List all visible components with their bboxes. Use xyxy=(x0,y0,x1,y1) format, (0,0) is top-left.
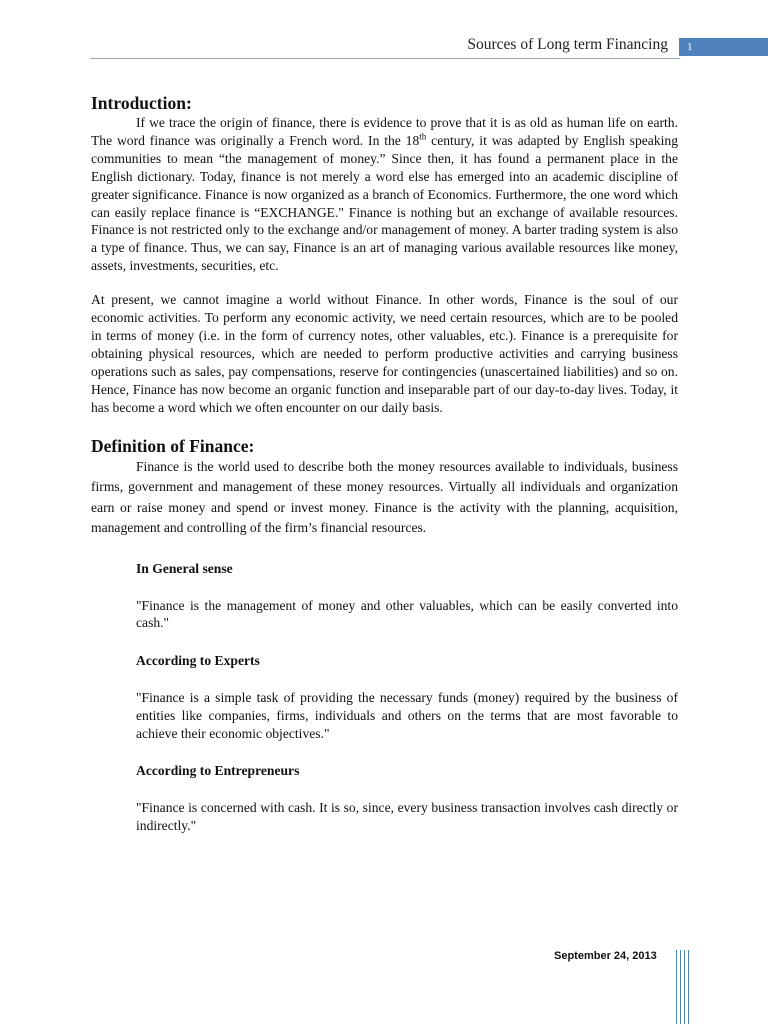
introduction-paragraph-1 xyxy=(91,114,678,275)
definition-subsections xyxy=(136,560,678,835)
page-header xyxy=(0,34,768,60)
introduction-heading: Introduction: xyxy=(91,93,192,113)
subsection-heading-experts: According to Experts xyxy=(136,653,260,669)
header-title: Sources of Long term Financing xyxy=(467,36,668,53)
document-body xyxy=(91,92,678,835)
intro-p1-text-b: century, it was adapted by English speaking communities to mean “the management of money.” Since then, it has found a permanent place in the English dictionary. Today, finance is not merely a word else has emerged into an academic discipline of greater significance. Finance is now organized as a branch of Economics. Furthermore, the one word which can easily replace finance is “EXCHANGE." Finance is nothing but an exchange of available resources. Finance is not restricted only to the exchange and/or management of money. A barter trading system is also a type of finance. Thus, we can say, Finance is an art of managing various available resources like money, assets, investments, securities, etc. xyxy=(91,132,678,274)
subsection-quote-general: "Finance is the management of money and other valuables, which can be easily converted into cash." xyxy=(136,597,678,631)
page-number: 1 xyxy=(687,41,693,53)
footer-date: September 24, 2013 xyxy=(554,950,657,962)
definition-heading: Definition of Finance: xyxy=(91,435,255,456)
page-number-badge xyxy=(679,38,768,56)
intro-p1-text-a: If we trace the origin of finance, there is evidence to prove that it is as old as human life on earth. The word finance was originally a French word. In the 18 xyxy=(91,115,678,148)
subsection-quote-entrepreneurs: "Finance is concerned with cash. It is so, since, every business transaction involves cash directly or indirectly." xyxy=(136,800,678,833)
introduction-paragraph-2: At present, we cannot imagine a world without Finance. In other words, Finance is the soul of our economic activities. To perform any economic activity, we need certain resources, which are to be pooled in terms of money (i.e. in the form of currency notes, other valuables, etc.). Finance is a prerequisite for obtaining physical resources, which are needed to perform productive activities and carrying business operations such as sales, pay compensations, reserve for contingencies (unascertained liabilities) and so on. Hence, Finance has now become an organic function and inseparable part of our day-to-day lives. Today, it has become a word which we often encounter on our daily basis. xyxy=(91,292,678,415)
header-rule xyxy=(90,58,680,59)
subsection-quote-experts: "Finance is a simple task of providing the necessary funds (money) required by the business of entities like companies, firms, individuals and others on the terms that are most favorable to achieve their economic objectives." xyxy=(136,690,678,742)
ordinal-superscript: th xyxy=(419,131,427,142)
definition-paragraph: Finance is the world used to describe both the money resources available to individuals, business firms, government and management of these money resources. Virtually all individuals and organization earn or raise money and spend or invest money. Finance is the activity with the planning, acquisition, management and controlling of the firm’s financial resources. xyxy=(91,458,678,535)
subsection-heading-entrepreneurs: According to Entrepreneurs xyxy=(136,763,300,779)
subsection-heading-general: In General sense xyxy=(136,560,233,576)
footer-decorative-bars xyxy=(676,950,690,1024)
